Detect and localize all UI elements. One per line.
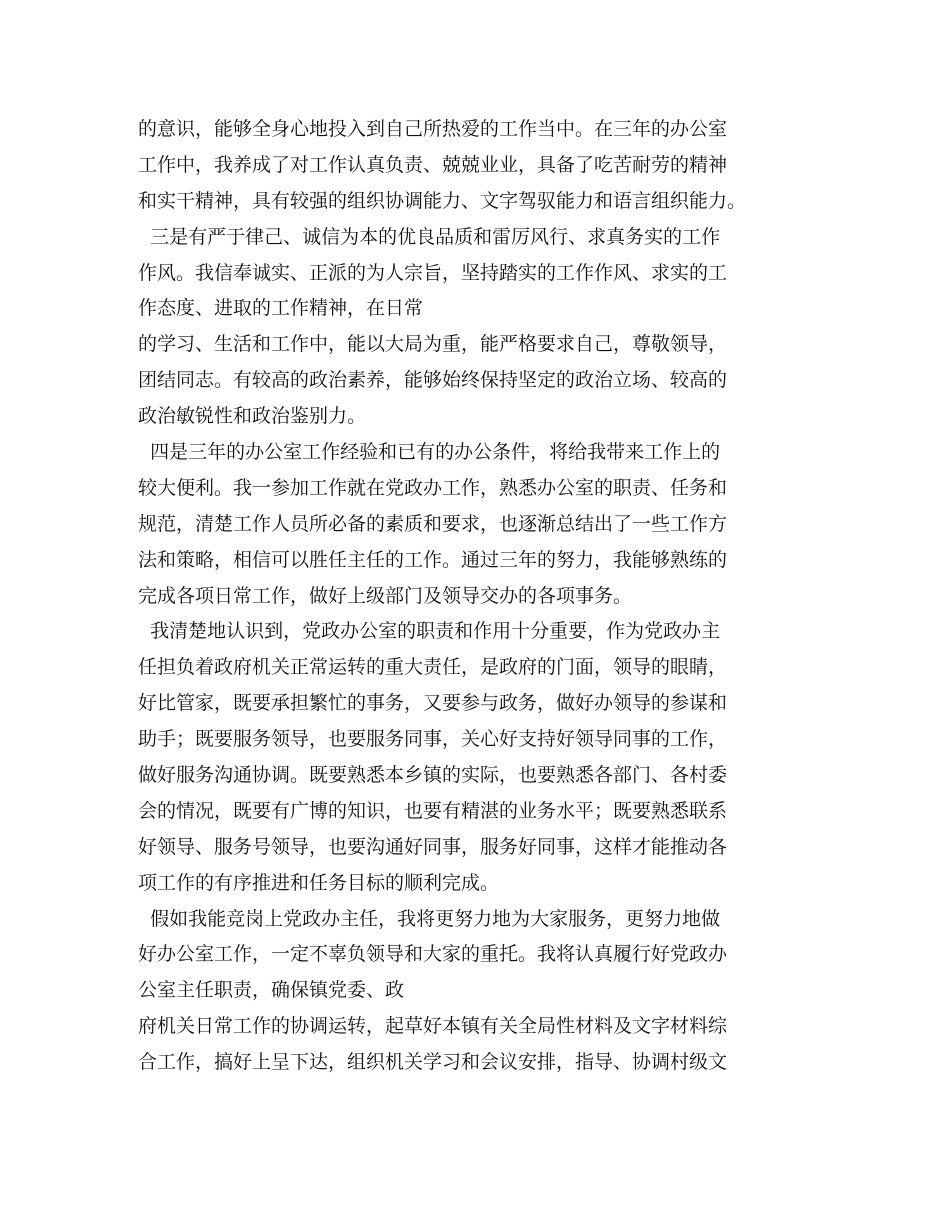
text-line: 项工作的有序推进和任务目标的顺利完成。 bbox=[138, 871, 500, 894]
text-line: 会的情况，既要有广博的知识，也要有精湛的业务水平；既要熟悉联系 bbox=[138, 799, 728, 822]
text-line: 我清楚地认识到，党政办公室的职责和作用十分重要，作为党政办主 bbox=[138, 620, 721, 643]
text-line: 作风。我信奉诚实、正派的为人宗旨，坚持踏实的工作作风、求实的工 bbox=[138, 261, 728, 284]
text-line: 府机关日常工作的协调运转，起草好本镇有关全局性材料及文字材料综 bbox=[138, 1015, 728, 1038]
text-line: 规范，清楚工作人员所必备的素质和要求，也逐渐总结出了一些工作方 bbox=[138, 512, 728, 535]
text-line: 工作中，我养成了对工作认真负责、兢兢业业，具备了吃苦耐劳的精神 bbox=[138, 153, 728, 176]
text-line: 助手；既要服务领导，也要服务同事，关心好支持好领导同事的工作， bbox=[138, 728, 728, 751]
text-line: 的意识，能够全身心地投入到自己所热爱的工作当中。在三年的办公室 bbox=[138, 118, 728, 140]
text-line: 团结同志。有较高的政治素养，能够始终保持坚定的政治立场、较高的 bbox=[138, 369, 728, 392]
text-line: 四是三年的办公室工作经验和已有的办公条件，将给我带来工作上的 bbox=[138, 441, 721, 464]
text-line: 政治敏锐性和政治鉴别力。 bbox=[138, 405, 367, 428]
text-line: 合工作，搞好上呈下达，组织机关学习和会议安排，指导、协调村级文 bbox=[138, 1051, 728, 1074]
text-line: 三是有严于律己、诚信为本的优良品质和雷厉风行、求真务实的工作 bbox=[138, 225, 721, 248]
text-line: 好领导、服务号领导，也要沟通好同事，服务好同事，这样才能推动各 bbox=[138, 835, 728, 858]
text-line: 较大便利。我一参加工作就在党政办工作，熟悉办公室的职责、任务和 bbox=[138, 476, 728, 499]
text-line: 法和策略，相信可以胜任主任的工作。通过三年的努力，我能够熟练的 bbox=[138, 548, 728, 571]
text-line: 和实干精神，具有较强的组织协调能力、文字驾驭能力和语言组织能力。 bbox=[138, 189, 747, 212]
text-line: 作态度、进取的工作精神，在日常 bbox=[138, 297, 424, 320]
text-line: 公室主任职责，确保镇党委、政 bbox=[138, 979, 405, 1002]
document-body bbox=[138, 112, 828, 1081]
text-line: 做好服务沟通协调。既要熟悉本乡镇的实际，也要熟悉各部门、各村委 bbox=[138, 764, 728, 787]
text-line: 任担负着政府机关正常运转的重大责任，是政府的门面，领导的眼睛， bbox=[138, 656, 728, 679]
text-line: 好比管家，既要承担繁忙的事务，又要参与政务，做好办领导的参谋和 bbox=[138, 692, 728, 715]
text-line: 完成各项日常工作，做好上级部门及领导交办的各项事务。 bbox=[138, 584, 633, 607]
text-line: 好办公室工作，一定不辜负领导和大家的重托。我将认真履行好党政办 bbox=[138, 943, 728, 966]
text-line: 的学习、生活和工作中，能以大局为重，能严格要求自己，尊敬领导， bbox=[138, 333, 728, 356]
text-line: 假如我能竞岗上党政办主任，我将更努力地为大家服务，更努力地做 bbox=[138, 907, 721, 930]
